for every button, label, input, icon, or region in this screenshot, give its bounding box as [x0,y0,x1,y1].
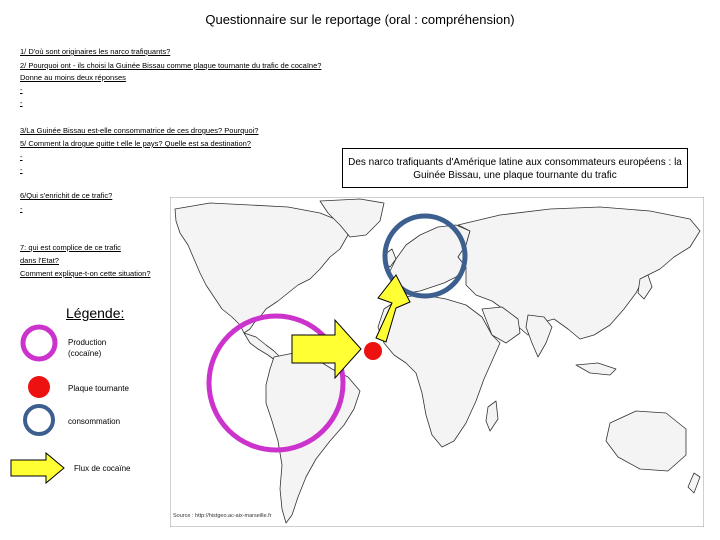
page-title: Questionnaire sur le reportage (oral : compréhension) [205,12,515,27]
info-box: Des narco trafiquants d'Amérique latine aux consommateurs européens : la Guinée Bissau, une plaque tournante du trafic [342,148,688,188]
legend-production-label: Production (cocaïne) [68,338,107,358]
question-7: 7: qui est complice de ce trafic [20,243,121,252]
legend-flow-label: Flux de cocaïne [74,464,131,473]
legend-consumption-label: consommation [68,417,121,426]
answer-dash: - [20,152,23,161]
question-7-cont: dans l'Etat? [20,256,59,265]
answer-dash: - [20,165,23,174]
source-credit: Source : http://histgeo.ac-aix-marseille.fr [173,513,272,519]
answer-dash: - [20,85,23,94]
legend-production-icon [23,327,55,359]
world-map [170,197,704,527]
legend-consumption-icon [25,406,53,434]
answer-dash: - [20,204,23,213]
legend-flow-icon [11,453,64,483]
question-6: 6/Qui s'enrichit de ce trafic? [20,191,113,200]
question-1: 1/ D'où sont originaires les narco trafiquants? [20,47,171,56]
question-3: 3/La Guinée Bissau est-elle consommatrice de ces drogues? Pourquoi? [20,126,259,135]
legend-hub-icon [28,376,50,398]
legend-title: Légende: [66,305,125,321]
question-5: 5/ Comment la drogue quitte t elle le pays? Quelle est sa destination? [20,139,251,148]
answer-dash: - [20,98,23,107]
question-7-sub: Comment explique-t-on cette situation? [20,269,151,278]
legend-hub-label: Plaque tournante [68,384,129,393]
question-2-hint: Donne au moins deux réponses [20,73,126,82]
question-2: 2/ Pourquoi ont - ils choisi la Guinée Bissau comme plaque tournante du trafic de cocaïne? [20,61,322,70]
